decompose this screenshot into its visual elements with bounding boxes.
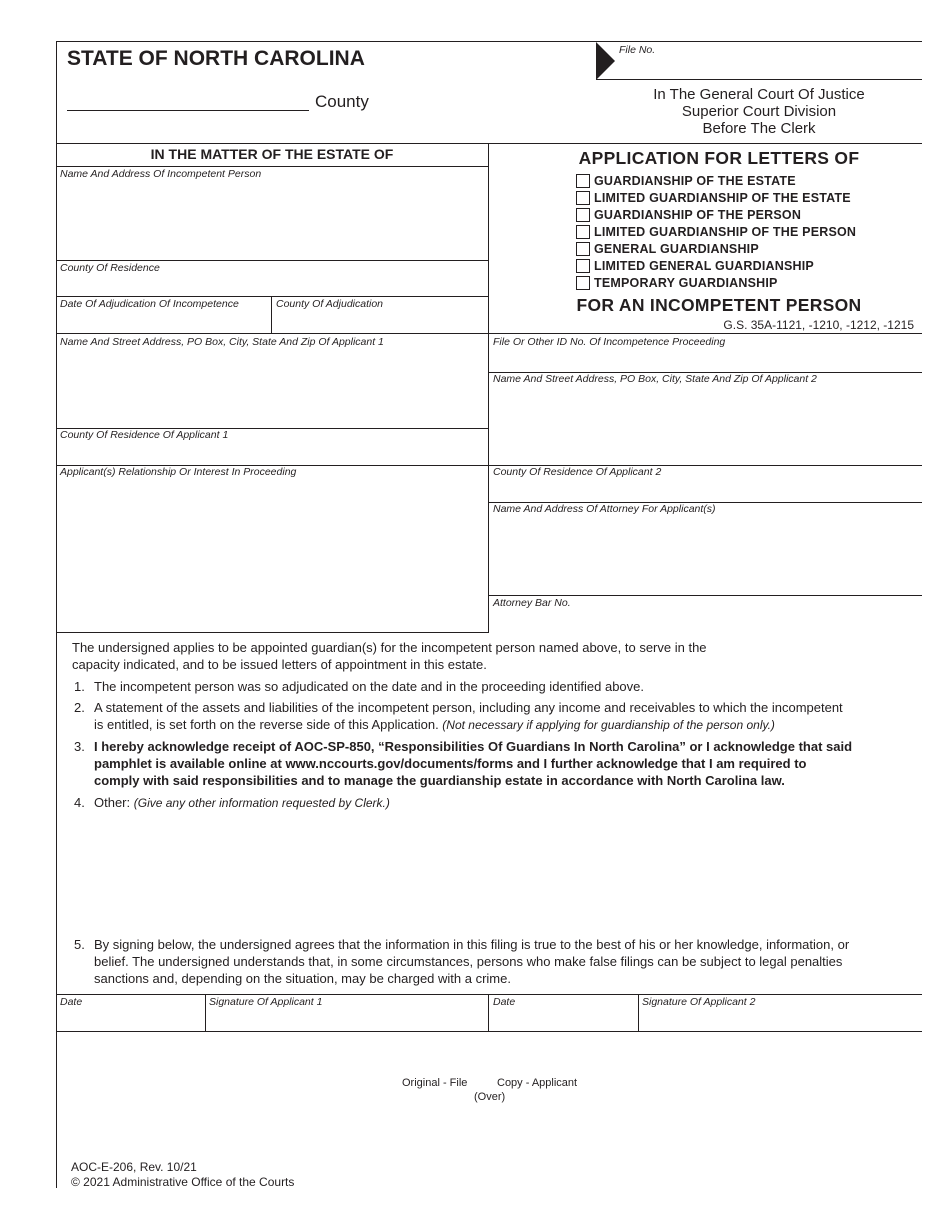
relationship-label: Applicant(s) Relationship Or Interest In Proceeding <box>60 466 297 478</box>
divider-adjudication <box>56 296 488 297</box>
applicant1-address-label: Name And Street Address, PO Box, City, State And Zip Of Applicant 1 <box>60 336 384 348</box>
sig2-label: Signature Of Applicant 2 <box>642 996 756 1008</box>
statute: G.S. 35A-1121, -1210, -1212, -1215 <box>723 318 914 332</box>
item5-line-1: By signing below, the undersigned agrees that the information in this filing is true to the best of his or her knowledge, information, or <box>94 937 850 952</box>
item3-line-1: I hereby acknowledge receipt of AOC-SP-850, “Responsibilities Of Guardians In North Carolina” or I acknowledge that said <box>94 739 853 754</box>
item1-text: The incompetent person was so adjudicated on the date and in the proceeding identified above. <box>94 679 644 694</box>
state-title: STATE OF NORTH CAROLINA <box>67 47 365 70</box>
left-border <box>56 41 57 1188</box>
signature-divider-2 <box>488 994 489 1031</box>
right-divider-bar <box>488 595 922 596</box>
applicant1-address-input[interactable] <box>60 352 484 428</box>
item4-text: Other: <box>94 795 134 810</box>
header-divider <box>56 143 922 144</box>
item4-note: (Give any other information requested by Clerk.) <box>133 796 390 810</box>
file-id-label: File Or Other ID No. Of Incompetence Proceeding <box>493 336 726 348</box>
county-input[interactable] <box>67 92 311 111</box>
signature-bottom-border <box>56 1031 922 1032</box>
item4-line <box>94 794 390 812</box>
option-temporary-guardianship[interactable] <box>576 274 778 291</box>
date1-input[interactable] <box>60 1010 204 1030</box>
date2-label: Date <box>493 996 516 1008</box>
signature-top-border <box>56 994 922 995</box>
applicant2-address-input[interactable] <box>493 389 917 465</box>
checkbox[interactable] <box>576 174 590 188</box>
court-block <box>596 86 922 137</box>
file-no-underline <box>596 79 922 80</box>
attorney-label: Name And Address Of Attorney For Applicant(s) <box>493 503 716 515</box>
county-adjudication-input[interactable] <box>276 313 485 333</box>
county-residence-input[interactable] <box>60 276 484 296</box>
court-line-3: Before The Clerk <box>702 120 816 137</box>
form-id: AOC-E-206, Rev. 10/21 <box>71 1160 197 1174</box>
file-no-arrow-icon <box>596 42 615 80</box>
incompetent-title: FOR AN INCOMPETENT PERSON <box>576 295 862 315</box>
intro-line-2: capacity indicated, and to be issued letters of appointment in this estate. <box>72 657 487 672</box>
option-guardianship-estate[interactable] <box>576 172 796 189</box>
option-limited-general-guardianship[interactable] <box>576 257 814 274</box>
file-no-label: File No. <box>619 44 656 56</box>
incompetent-name-label: Name And Address Of Incompetent Person <box>60 168 262 180</box>
option-limited-guardianship-estate[interactable] <box>576 189 851 206</box>
divider-applicant1 <box>56 333 488 334</box>
option-limited-guardianship-person[interactable] <box>576 223 856 240</box>
item5-line-3: sanctions and, depending on the situation, may be charged with a crime. <box>94 971 511 986</box>
item2-number: 2. <box>74 700 85 715</box>
item3-line-3: comply with said responsibilities and to manage the guardianship estate in accordance with North Carolina law. <box>94 773 785 788</box>
other-info-input[interactable] <box>94 814 918 934</box>
item2-line-2-text: is entitled, is set forth on the reverse side of this Application. <box>94 717 443 732</box>
court-line-2: Superior Court Division <box>681 103 837 120</box>
sig1-input[interactable] <box>209 1010 487 1030</box>
option-label: LIMITED GUARDIANSHIP OF THE ESTATE <box>594 190 851 205</box>
matter-underline <box>56 166 488 167</box>
incompetent-name-input[interactable] <box>60 184 484 260</box>
option-general-guardianship[interactable] <box>576 240 759 257</box>
attorney-input[interactable] <box>493 519 917 595</box>
file-no-top-border <box>596 41 922 42</box>
copyright: © 2021 Administrative Office of the Courts <box>71 1175 295 1189</box>
distribution-original: Original - File <box>402 1077 468 1089</box>
option-label: LIMITED GUARDIANSHIP OF THE PERSON <box>594 224 857 239</box>
item2-line-1: A statement of the assets and liabilities of the incompetent person, including any income and receivables to which the incompetent <box>94 700 843 715</box>
application-title: APPLICATION FOR LETTERS OF <box>578 148 860 168</box>
option-label: LIMITED GENERAL GUARDIANSHIP <box>594 258 814 273</box>
right-divider-file-id <box>488 333 922 334</box>
applicant2-county-label: County Of Residence Of Applicant 2 <box>493 466 662 478</box>
divider-county-residence <box>56 260 488 261</box>
applicant2-address-label: Name And Street Address, PO Box, City, State And Zip Of Applicant 2 <box>493 373 817 385</box>
applicant2-county-input[interactable] <box>493 481 917 501</box>
adjudication-divider <box>271 296 272 333</box>
date-adjudication-input[interactable] <box>60 313 269 333</box>
option-label: GENERAL GUARDIANSHIP <box>594 241 759 256</box>
checkbox[interactable] <box>576 191 590 205</box>
applicant1-county-input[interactable] <box>60 443 484 463</box>
attorney-bar-label: Attorney Bar No. <box>493 597 571 609</box>
sig1-label: Signature Of Applicant 1 <box>209 996 323 1008</box>
county-label: County <box>315 92 369 111</box>
checkbox[interactable] <box>576 225 590 239</box>
checkbox[interactable] <box>576 276 590 290</box>
intro-line-1: The undersigned applies to be appointed guardian(s) for the incompetent person named above, to serve in the <box>72 640 707 655</box>
item4-number: 4. <box>74 795 85 810</box>
item3-line-2: pamphlet is available online at www.nccourts.gov/documents/forms and I further acknowledge that I am required to <box>94 756 807 771</box>
date2-input[interactable] <box>493 1010 637 1030</box>
option-label: GUARDIANSHIP OF THE PERSON <box>594 207 802 222</box>
signature-divider-1 <box>205 994 206 1031</box>
item5-number: 5. <box>74 937 85 952</box>
applicant1-county-label: County Of Residence Of Applicant 1 <box>60 429 229 441</box>
item1-number: 1. <box>74 679 85 694</box>
file-no-input[interactable] <box>620 58 914 78</box>
option-label: GUARDIANSHIP OF THE ESTATE <box>594 173 796 188</box>
item2-line-2 <box>94 716 775 734</box>
item3-number: 3. <box>74 739 85 754</box>
signature-divider-3 <box>638 994 639 1031</box>
option-label: TEMPORARY GUARDIANSHIP <box>594 275 778 290</box>
attorney-bar-input[interactable] <box>493 611 917 631</box>
checkbox[interactable] <box>576 208 590 222</box>
matter-title: IN THE MATTER OF THE ESTATE OF <box>150 146 394 162</box>
court-line-1: In The General Court Of Justice <box>653 86 865 103</box>
sig2-input[interactable] <box>642 1010 920 1030</box>
file-id-input[interactable] <box>493 351 917 371</box>
county-adjudication-label: County Of Adjudication <box>276 298 384 310</box>
section-bottom-border <box>56 632 489 633</box>
item5-line-2: belief. The undersigned understands that, in some circumstances, persons who make false filings can be subject to legal penalties <box>94 954 843 969</box>
date-adjudication-label: Date Of Adjudication Of Incompetence <box>60 298 239 310</box>
checkbox[interactable] <box>576 259 590 273</box>
date1-label: Date <box>60 996 83 1008</box>
checkbox[interactable] <box>576 242 590 256</box>
center-divider <box>488 143 489 632</box>
distribution-copy: Copy - Applicant <box>497 1077 578 1089</box>
county-residence-label: County Of Residence <box>60 262 160 274</box>
over-note: (Over) <box>474 1091 506 1103</box>
top-border <box>56 41 600 42</box>
item2-note: (Not necessary if applying for guardianship of the person only.) <box>442 718 775 732</box>
option-guardianship-person[interactable] <box>576 206 801 223</box>
relationship-input[interactable] <box>60 482 484 626</box>
